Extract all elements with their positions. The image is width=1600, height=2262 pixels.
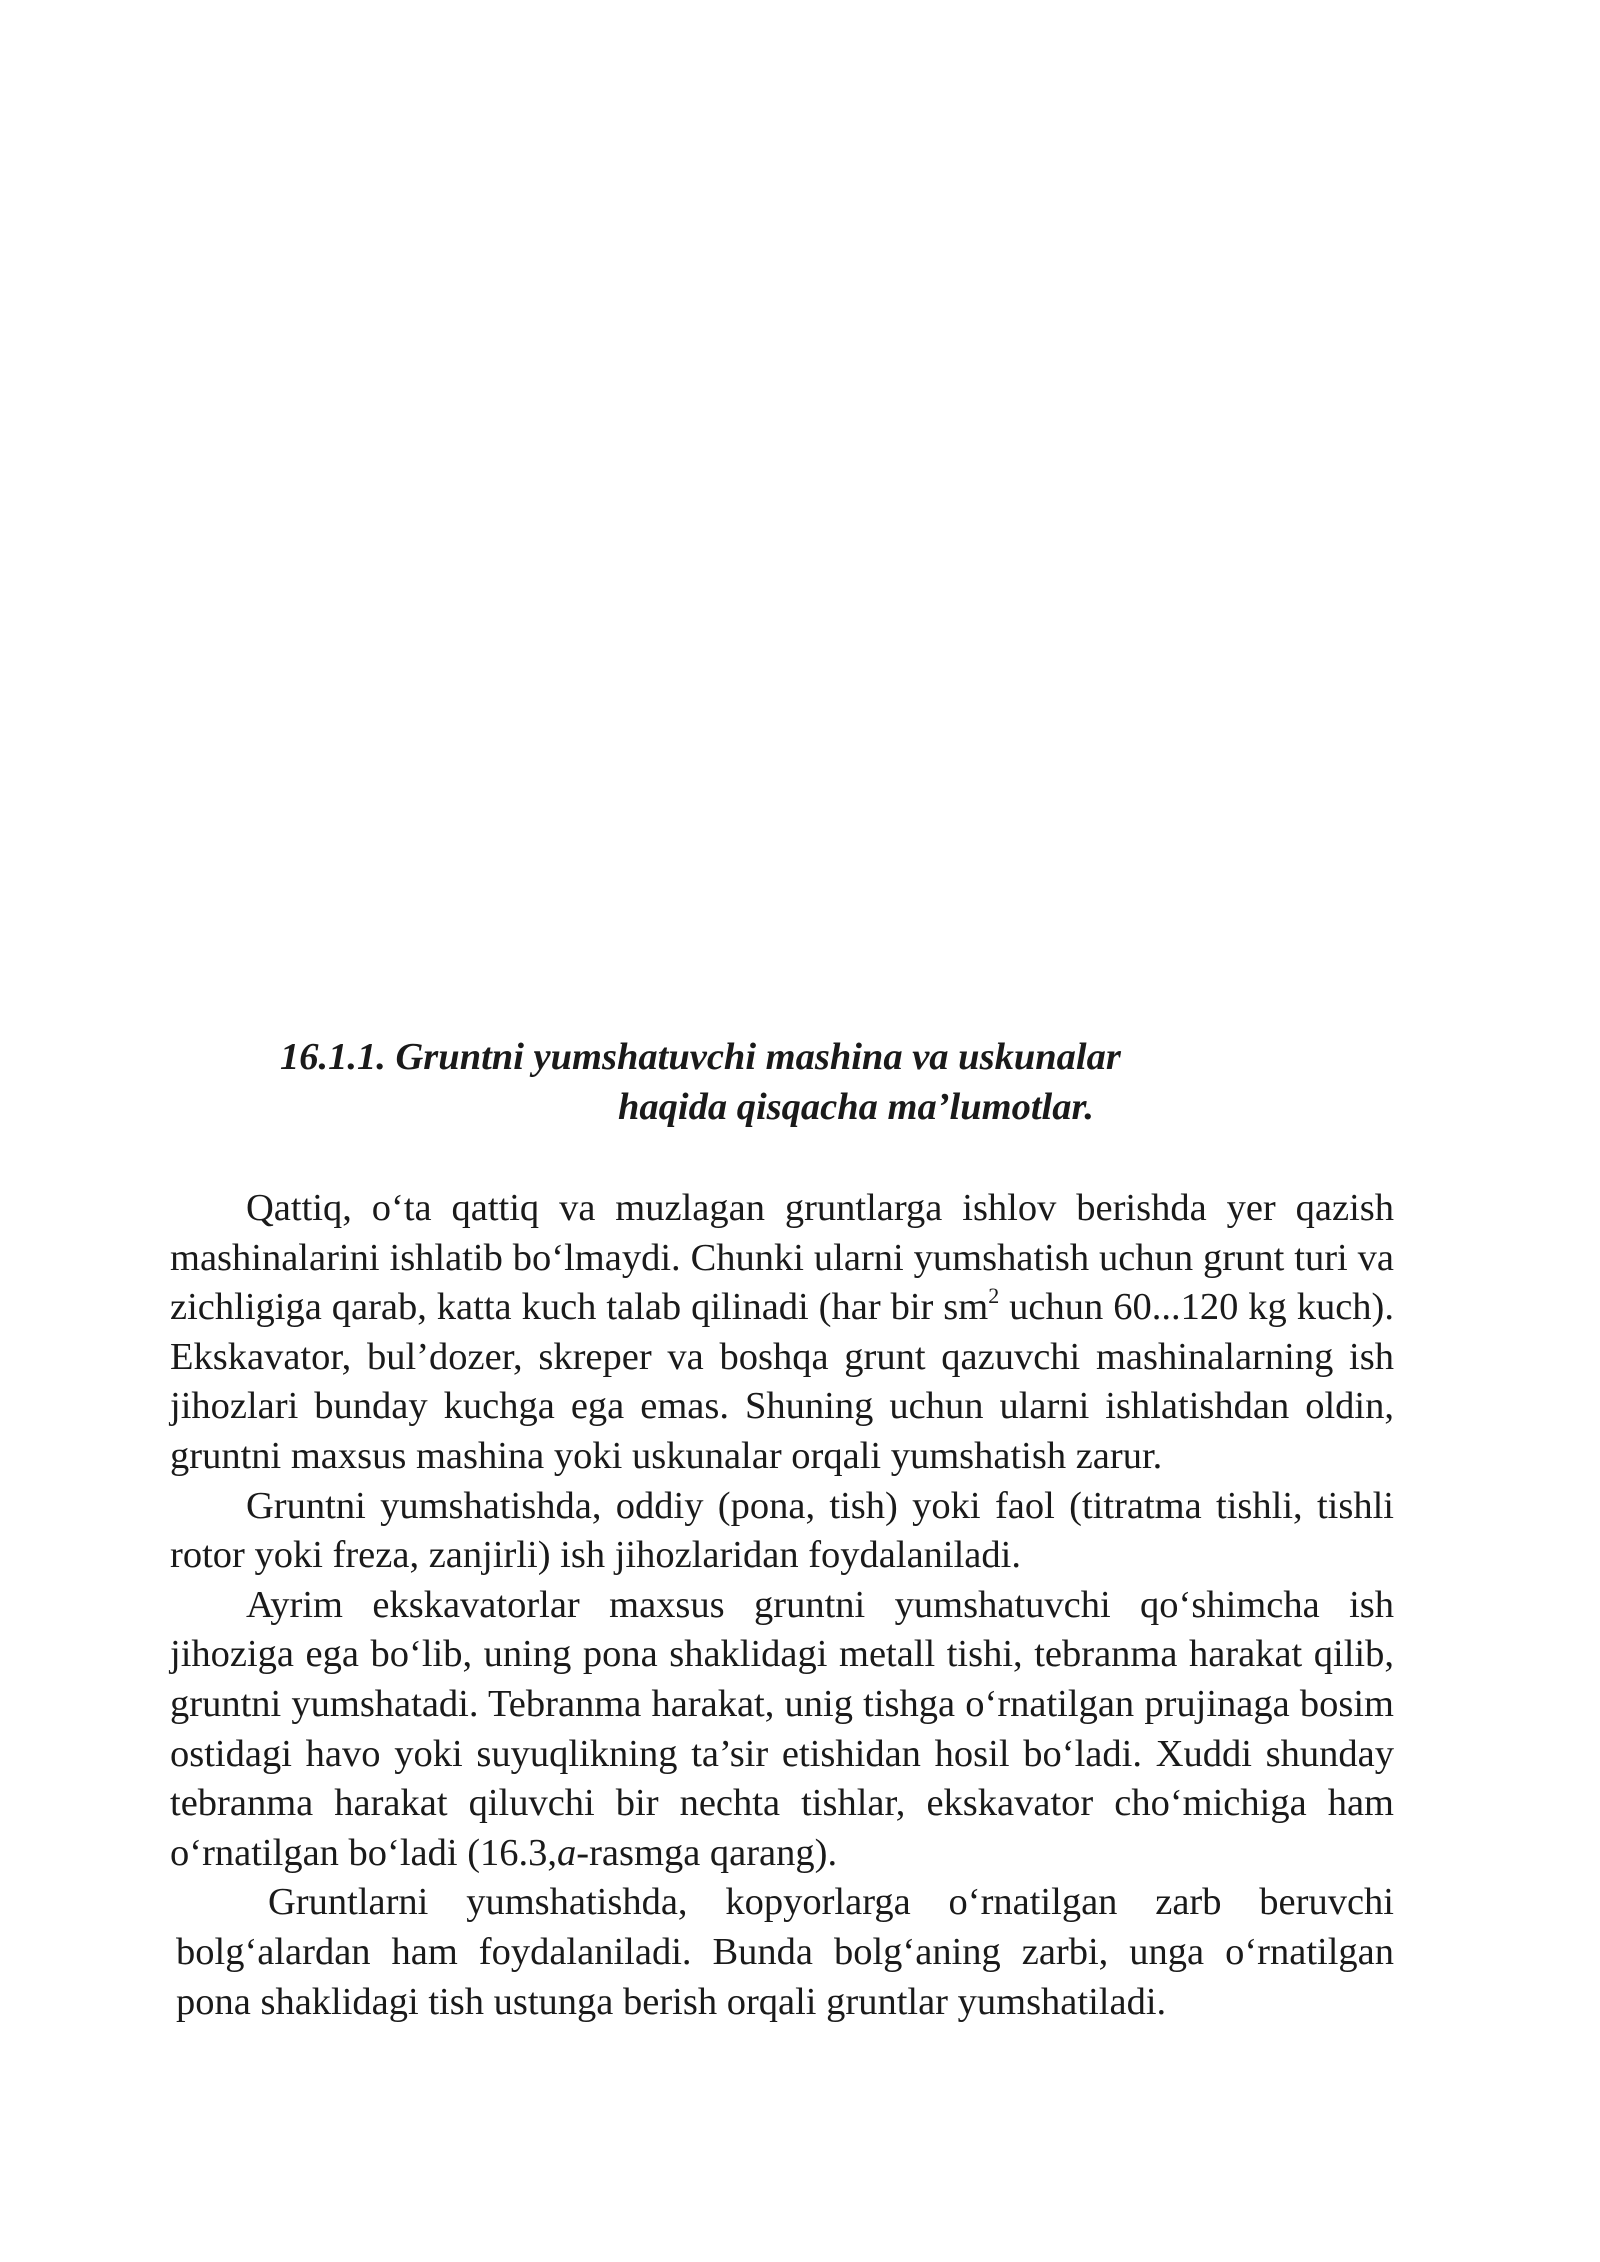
paragraph-3-text-b: -rasmga qarang). (576, 1831, 838, 1874)
section-heading (0, 1032, 1600, 1132)
body-text (170, 1184, 1394, 2027)
section-heading-line1 (0, 1032, 1600, 1082)
section-number: 16.1.1. (280, 1036, 386, 1078)
section-title-line2: haqida qisqacha ma’lumotlar. (618, 1086, 1094, 1128)
figure-reference-letter: a (557, 1831, 577, 1874)
paragraph-2: Gruntni yumshatishda, oddiy (pona, tish) yoki faol (titratma tishli, tishli rotor yoki freza, zanjirli) ish jihozlaridan foydalaniladi. (170, 1484, 1394, 1577)
paragraph-3-text-a: Ayrim ekskavatorlar maxsus gruntni yumshatuvchi qo‘shimcha ish jihoziga ega bo‘lib, uning pona shaklidagi metall tishi, tebranma harakat qilib, gruntni yumshatadi. Tebranma harakat, unig tishga o‘rnatilgan prujinaga bosim ostidagi havo yoki suyuqlikning ta’sir etishidan hosil bo‘ladi. Xuddi shunday tebranma harakat qiluvchi bir nechta tishlar, ekskavator cho‘michiga ham o‘rnatilgan bo‘ladi (16.3, (170, 1583, 1394, 1874)
paragraph-3 (170, 1581, 1394, 1879)
section-title-line1: Gruntni yumshatuvchi mashina va uskunalar (395, 1036, 1121, 1078)
unit-exponent: 2 (988, 1283, 1000, 1309)
paragraph-1-text-b: uchun 60...120 kg kuch). Ekskavator, bul’dozer, skreper va boshqa grunt qazuvchi mashinalarning ish jihozlari bunday kuchga ega emas. Shuning uchun ularni ishlatishdan oldin, gruntni maxsus mashina yoki uskunalar orqali yumshatish zarur. (170, 1286, 1394, 1477)
paragraph-4: Gruntlarni yumshatishda, kopyorlarga o‘rnatilgan zarb beruvchi bolg‘alardan ham foydalaniladi. Bunda bolg‘aning zarbi, unga o‘rnatilgan pona shaklidagi tish ustunga berish orqali gruntlar yumshatiladi. (176, 1881, 1394, 2023)
paragraph-1-text-a: Qattiq, o‘ta qattiq va muzlagan gruntlarga ishlov berishda yer qazish mashinalarini ishlatib bo‘lmaydi. Chunki ularni yumshatish uchun grunt turi va zichligiga qarab, katta kuch talab qilinadi (har bir sm (170, 1187, 1394, 1329)
paragraph-1 (170, 1184, 1394, 1482)
